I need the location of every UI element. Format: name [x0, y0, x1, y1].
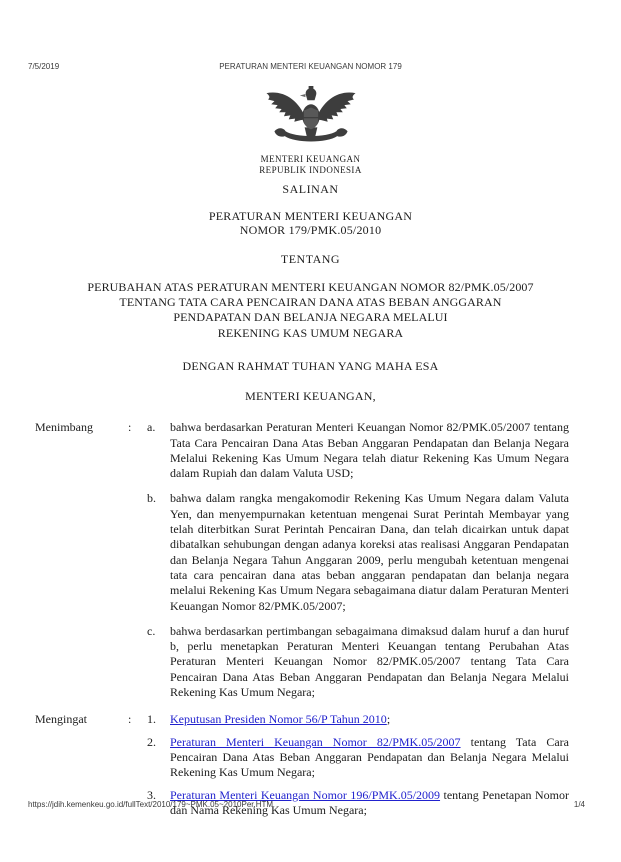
- mengingat-after-text-1: ;: [386, 712, 391, 727]
- item-marker: 3.: [147, 787, 156, 802]
- mengingat-after-text-3: tentang Penetapan Nomor dan Nama Rekening Kas Umum Negara;: [170, 787, 569, 817]
- regulation-subject: [0, 280, 621, 341]
- regulation-link-keppres-56-2010[interactable]: Keputusan Presiden Nomor 56/P Tahun 2010: [170, 712, 387, 727]
- mengingat-item-2: [35, 735, 569, 781]
- invocation-line: DENGAN RAHMAT TUHAN YANG MAHA ESA: [182, 358, 439, 373]
- salinan-label: SALINAN: [282, 182, 339, 197]
- item-marker: 1.: [147, 712, 156, 727]
- tentang-label: TENTANG: [280, 251, 341, 266]
- item-marker: c.: [147, 623, 156, 638]
- item-marker: b.: [147, 491, 156, 506]
- menimbang-item-c: [35, 624, 569, 700]
- subject-line: PENDAPATAN DAN BELANJA NEGARA MELALUI: [173, 310, 448, 325]
- menimbang-label: Menimbang: [35, 420, 93, 435]
- menimbang-section: [0, 420, 621, 700]
- print-title: PERATURAN MENTERI KEUANGAN NOMOR 179: [219, 62, 402, 71]
- menimbang-item-a: [35, 420, 569, 481]
- colon: :: [128, 420, 132, 435]
- regulation-link-pmk-196-2009[interactable]: Peraturan Menteri Keuangan Nomor 196/PMK.05/2009: [170, 787, 441, 802]
- menimbang-text-c: bahwa berdasarkan pertimbangan sebagaimana dimaksud dalam huruf a dan huruf b, perlu menetapkan Peraturan Menteri Keuangan tentang Perubahan Atas Peraturan Menteri Keuangan Nomor 82/PMK.05/2007 tentang Tata Cara Pencairan Dana Atas Beban Anggaran Pendapatan dan Belanja Negara Melalui Rekening Kas Umum Negara;: [170, 623, 569, 700]
- mengingat-item-1: [35, 712, 569, 727]
- subject-line: REKENING KAS UMUM NEGARA: [217, 325, 404, 340]
- garuda-pancasila-emblem-icon: [263, 137, 359, 151]
- mengingat-text-2: [170, 735, 569, 781]
- regulation-link-pmk-82-2007[interactable]: Peraturan Menteri Keuangan Nomor 82/PMK.05/2007: [170, 734, 461, 749]
- regulation-number: NOMOR 179/PMK.05/2010: [239, 223, 382, 238]
- authority-line: MENTERI KEUANGAN,: [245, 389, 376, 403]
- mengingat-after-text-2: tentang Tata Cara Pencairan Dana Atas Beban Anggaran Pendapatan dan Belanja Negara Melalui Rekening Kas Umum Negara;: [170, 734, 569, 780]
- mengingat-text-1: [170, 712, 569, 727]
- item-marker: a.: [147, 420, 156, 435]
- print-date: 7/5/2019: [28, 62, 60, 71]
- mengingat-label: Mengingat: [35, 712, 87, 727]
- regulation-title-line1: PERATURAN MENTERI KEUANGAN: [208, 208, 413, 223]
- menimbang-item-b: [35, 491, 569, 613]
- menimbang-text-a: bahwa berdasarkan Peraturan Menteri Keuangan Nomor 82/PMK.05/2007 tentang Tata Cara Pencairan Dana Atas Beban Anggaran Pendapatan dan Belanja Negara Melalui Rekening Kas Umum Negara telah diatur Rekening Kas Umum Negara dalam Rupiah dan dalam Valuta USD;: [170, 420, 569, 481]
- print-header: [0, 62, 621, 74]
- ministry-name-line1: MENTERI KEUANGAN: [260, 154, 361, 165]
- regulation-title: [0, 209, 621, 238]
- item-marker: 2.: [147, 734, 156, 749]
- source-url: https://jdih.kemenkeu.go.id/fullText/2010/179~PMK.05~2010Per.HTM: [28, 800, 274, 809]
- colon: :: [128, 712, 132, 727]
- subject-line: PERUBAHAN ATAS PERATURAN MENTERI KEUANGAN NOMOR 82/PMK.05/2007: [87, 279, 534, 294]
- subject-line: TENTANG TATA CARA PENCAIRAN DANA ATAS BEBAN ANGGARAN: [119, 295, 502, 310]
- menimbang-text-b: bahwa dalam rangka mengakomodir Rekening Kas Umum Negara dalam Valuta Yen, dan menyempurnakan ketentuan mengenai Surat Perintah Membayar yang telah diterbitkan Surat Perintah Pencairan Dana, dan telah dicairkan untuk dapat dibatalkan sehubungan dengan adanya koreksi atas realisasi Anggaran Pendapatan dan Belanja Negara Tahun Anggaran 2009, perlu mengubah ketentuan mengenai tata cara pencairan dana atas beban anggaran pendapatan dan belanja negara melalui Rekening Kas Umum Negara sebagaimana diatur dalam Peraturan Menteri Keuangan Nomor 82/PMK.05/2007;: [170, 491, 569, 613]
- print-footer: [0, 800, 621, 812]
- ministry-name-line2: REPUBLIK INDONESIA: [259, 164, 362, 175]
- letterhead: [0, 86, 621, 175]
- page-number: 1/4: [573, 800, 585, 809]
- ministry-name-block: [0, 154, 621, 175]
